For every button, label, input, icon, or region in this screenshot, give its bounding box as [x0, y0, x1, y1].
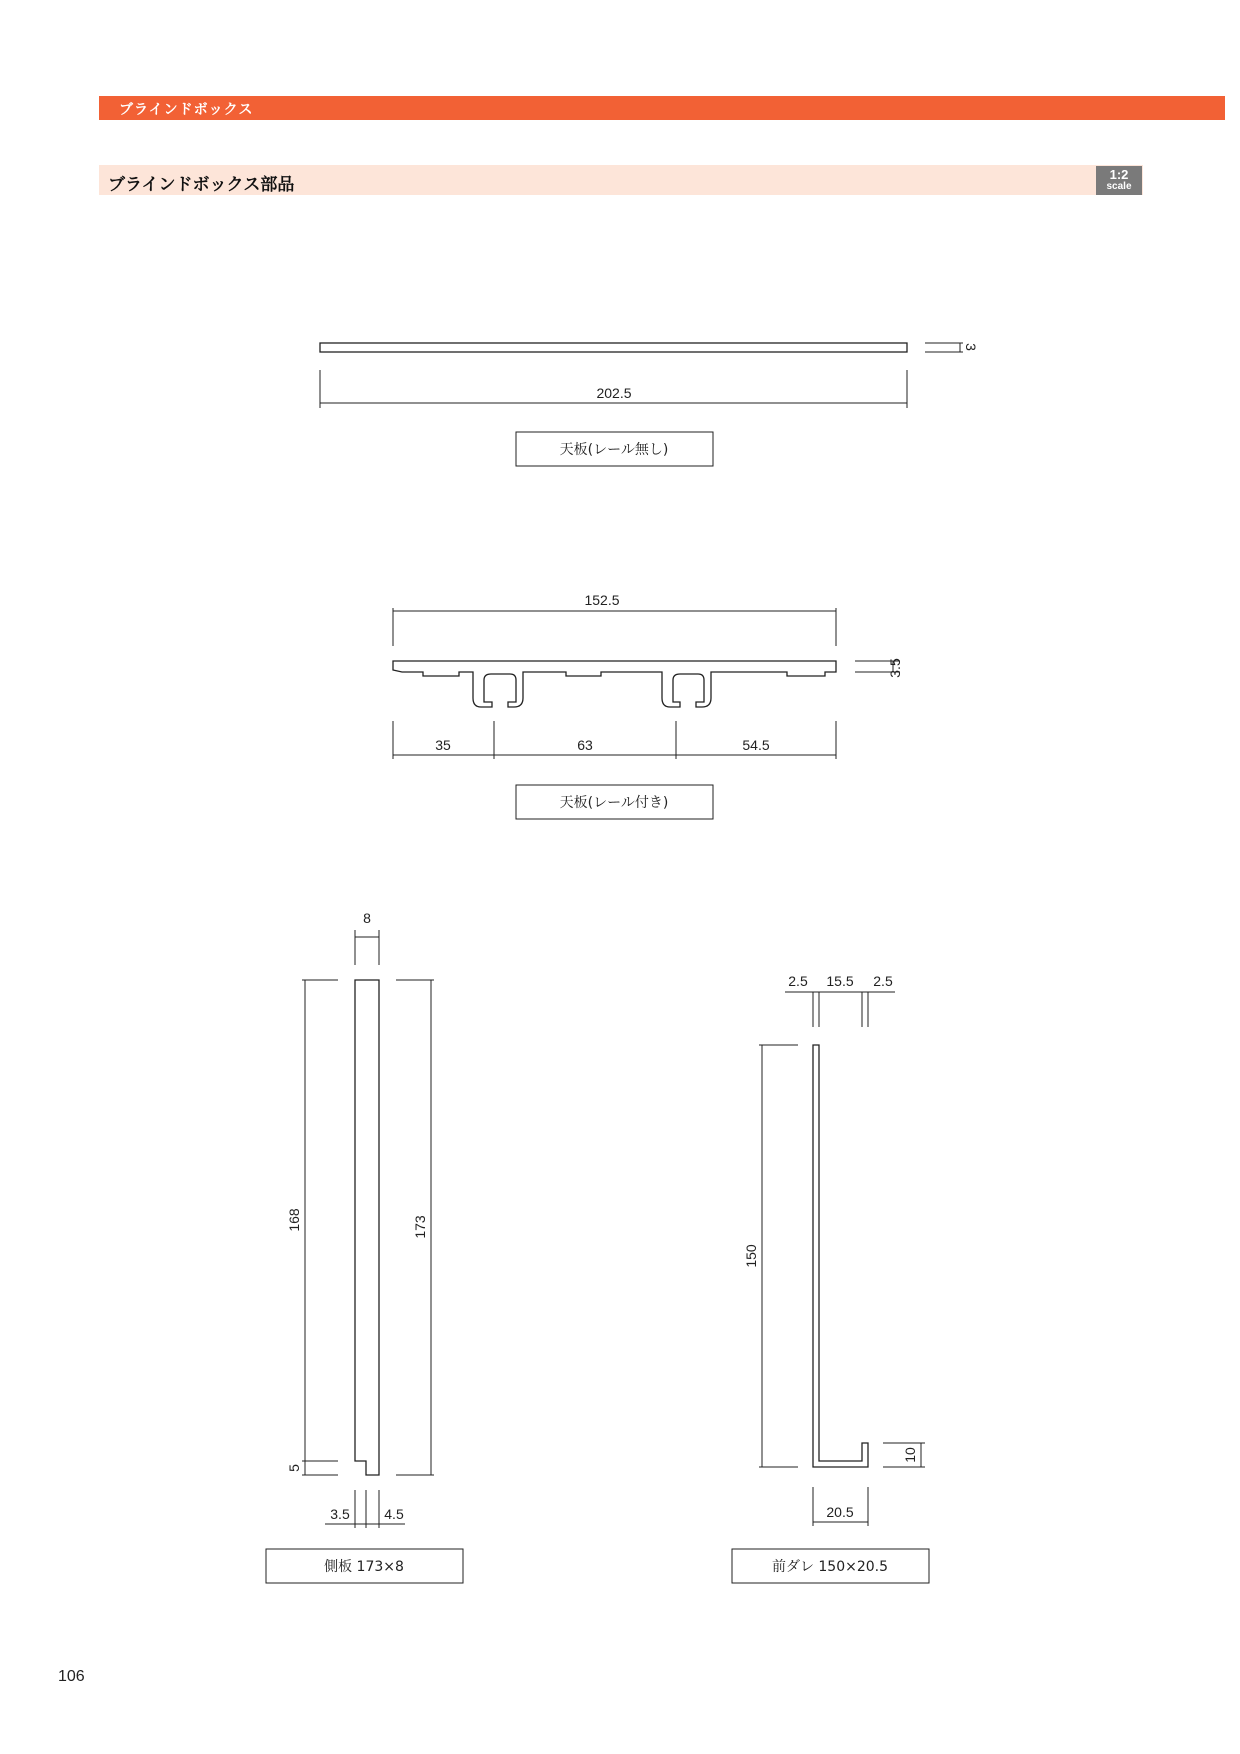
dim-width-label: 152.5 [584, 592, 620, 608]
dim-segment-1-label: 35 [435, 737, 451, 753]
dim-thickness-label: 3.5 [887, 658, 903, 678]
part-label-top-plate-no-rail: 天板(レール無し) [559, 442, 669, 458]
dim-segment-2-label: 63 [577, 737, 593, 753]
dim-lip-label: 10 [902, 1447, 918, 1463]
dim-thickness-label: 3 [963, 343, 979, 351]
dim-height-label: 150 [743, 1244, 759, 1268]
dim-thickness-label: 8 [363, 910, 371, 926]
dim-outer-height-label: 173 [412, 1215, 428, 1239]
dim-depth-label: 20.5 [826, 1504, 854, 1520]
dim-top-middle-label: 15.5 [826, 973, 854, 989]
top-plate-no-rail-drawing [320, 343, 979, 466]
front-valance-profile [813, 1045, 868, 1467]
top-plate-with-rail-drawing [393, 592, 903, 819]
top-plate-no-rail-profile [320, 343, 907, 352]
scale-ratio: 1:2 [1109, 167, 1129, 182]
dim-top-right-label: 2.5 [873, 973, 893, 989]
dim-bottom-right-label: 4.5 [384, 1506, 404, 1522]
side-plate-profile [355, 980, 379, 1475]
front-valance-drawing [732, 973, 929, 1583]
dim-bottom-left-label: 3.5 [330, 1506, 350, 1522]
dim-notch-label: 5 [286, 1464, 302, 1472]
dim-segment-3-label: 54.5 [742, 737, 770, 753]
scale-word: scale [1106, 181, 1132, 192]
part-label-front-valance: 前ダレ 150×20.5 [771, 1559, 889, 1575]
dim-width-label: 202.5 [596, 385, 632, 401]
part-label-side-plate: 側板 173×8 [324, 1559, 404, 1575]
section-title: ブラインドボックス [119, 101, 254, 117]
top-plate-with-rail-profile [393, 661, 836, 707]
part-label-top-plate-with-rail: 天板(レール付き) [559, 795, 669, 811]
dim-top-left-label: 2.5 [788, 973, 808, 989]
dim-inner-height-label: 168 [286, 1208, 302, 1232]
side-plate-drawing [266, 910, 463, 1583]
page-number: 106 [58, 1668, 85, 1685]
page-subtitle: ブラインドボックス部品 [108, 175, 295, 194]
